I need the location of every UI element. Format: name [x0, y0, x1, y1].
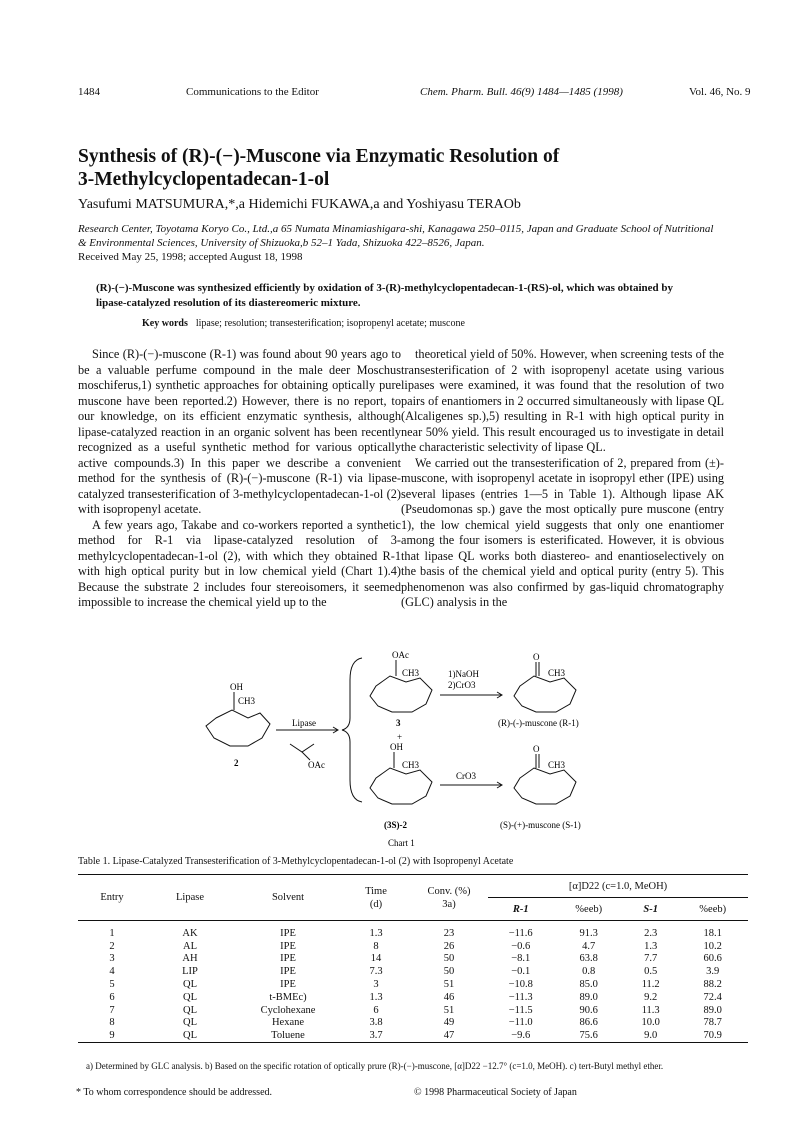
table-cell: 0.5 [644, 966, 658, 978]
label-ch3-c: CH3 [548, 668, 566, 678]
table-cell: IPE [280, 966, 296, 978]
table-cell: −11.3 [508, 991, 533, 1003]
table-cell: 1.3 [369, 991, 383, 1003]
label-oac-b: OAc [392, 650, 409, 660]
table-cell: 9.0 [644, 1030, 658, 1042]
table-cell: 78.7 [703, 1017, 722, 1029]
table-cell: −8.1 [511, 953, 531, 965]
table-cell: 7.3 [369, 966, 383, 978]
table-cell: IPE [280, 940, 296, 952]
table-cell: 14 [370, 953, 382, 965]
col-conv [410, 875, 488, 921]
table-cell: 0.8 [582, 966, 596, 978]
correspondence-note: * To whom correspondence should be addressed. [76, 1087, 273, 1098]
col-entry: Entry [100, 892, 124, 903]
body-column-right [401, 347, 724, 611]
table-cell: IPE [280, 953, 296, 965]
table-cell: −11.6 [508, 927, 533, 939]
table-cell: IPE [280, 927, 296, 939]
conv-label: Conv. (%) [427, 885, 471, 897]
table-cell: AH [182, 953, 198, 965]
table-cell: 11.3 [641, 1004, 660, 1016]
label-ch3-e: CH3 [548, 760, 566, 770]
table-cell: 72.4 [703, 991, 722, 1003]
conv-sub: 3a) [442, 898, 456, 910]
table-cell: 9.2 [644, 991, 658, 1003]
table-cell: 75.6 [579, 1030, 598, 1042]
volume-issue: Vol. 46, No. 9 [689, 86, 751, 98]
table-cell: t-BMEc) [269, 991, 307, 1003]
label-compound-3: 3 [396, 718, 401, 728]
table-cell: QL [183, 991, 197, 1003]
table-cell: 3.9 [706, 966, 720, 978]
table-cell: 91.3 [579, 927, 598, 939]
table-cell: 47 [443, 1030, 455, 1042]
table-cell: 1 [109, 927, 115, 939]
label-3s-2: (3S)-2 [384, 820, 407, 830]
col-rotation: [α]D22 (c=1.0, MeOH) [488, 875, 748, 898]
table-cell: −0.1 [511, 966, 531, 978]
table-cell: 5 [109, 979, 115, 991]
title-line-2: 3-Methylcyclopentadecan-1-ol [78, 169, 330, 190]
data-table [78, 874, 748, 1043]
col-lipase: Lipase [176, 892, 204, 903]
col-time [342, 875, 410, 921]
table-cell: 50 [443, 953, 455, 965]
table-row [78, 965, 748, 978]
table-cell: 49 [443, 1017, 455, 1029]
table-cell: 4 [109, 966, 115, 978]
col-solvent: Solvent [271, 892, 305, 903]
table-cell: −11.5 [508, 1004, 533, 1016]
title-line-1: Synthesis of (R)-(−)-Muscone via Enzymatic Resolution of [78, 146, 560, 167]
table-cell: 23 [443, 927, 455, 939]
section-name: Communications to the Editor [186, 86, 319, 98]
table-row [78, 1029, 748, 1042]
copyright: © 1998 Pharmaceutical Society of Japan [414, 1087, 577, 1098]
reaction-scheme [190, 620, 610, 850]
label-oh-b: OH [390, 742, 403, 752]
table-cell: Cyclohexane [260, 1004, 316, 1016]
table-cell: 26 [443, 940, 455, 952]
table-cell: QL [183, 1030, 197, 1042]
table-cell: 7 [109, 1004, 115, 1016]
keywords-text: lipase; resolution; transesterification; isopropenyl acetate; muscone [195, 318, 465, 329]
time-label: Time [365, 885, 387, 897]
table-cell: 2.3 [644, 927, 658, 939]
paragraph-experiments: We carried out the transesterification of 2, prepared from (±)-muscone, with isopropenyl acetate in isopropyl ether (IPE) using several lipases (entries 1—5 in Table 1). Although lipase AK (Pseudomonas sp.) gave the most optically pure muscone (entry 1), the low chemical yield suggests that only one enantiomer among the four isomers is esterificated. However, it is obvious that lipase QL works both diastereo- and enantioselectively on the basis of the chemical yield and optical purity (entry 5). This phenomenon was also confirmed by gas-liquid chromatography (GLC) analysis in the [401, 455, 724, 609]
table-cell: 63.8 [579, 953, 598, 965]
table-cell: 4.7 [582, 940, 596, 952]
table-cell: 6 [109, 991, 115, 1003]
label-naoh: 1)NaOH [448, 669, 479, 679]
macrocycle-2 [206, 710, 270, 746]
label-plus: + [397, 732, 403, 742]
table-cell: 1.3 [369, 927, 383, 939]
table-cell: 8 [373, 940, 379, 952]
keywords-line [142, 318, 465, 329]
table-cell: Hexane [271, 1017, 305, 1029]
label-o-a: O [533, 652, 540, 662]
author-list: Yasufumi MATSUMURA,*,a Hidemichi FUKAWA,a and Yoshiyasu TERAOb [78, 197, 521, 212]
table-cell: −0.6 [511, 940, 531, 952]
label-cro3-a: 2)CrO3 [448, 680, 476, 690]
label-oh: OH [230, 682, 243, 692]
table-cell: 3.7 [369, 1030, 383, 1042]
table-cell: AL [183, 940, 197, 952]
table-cell: 88.2 [703, 979, 722, 991]
macrocycle-r1 [514, 676, 576, 712]
received-dates: Received May 25, 1998; accepted August 18, 1998 [78, 251, 303, 263]
table-cell: 85.0 [579, 979, 598, 991]
macrocycle-3s2 [370, 768, 432, 804]
table-cell: LIP [182, 966, 198, 978]
col-s1: S-1 [643, 903, 658, 915]
macrocycle-s1 [514, 768, 576, 804]
table-cell: 10.2 [703, 940, 722, 952]
table-cell: 3 [109, 953, 115, 965]
table-cell: 3 [373, 979, 379, 991]
journal-citation: Chem. Pharm. Bull. 46(9) 1484—1485 (1998) [420, 86, 623, 98]
paragraph-background: A few years ago, Takabe and co-workers reported a synthetic method for R-1 via lipase-catalyzed resolution of 3-methylcyclopentadecan-1-ol (2), with which they obtained R-1 with high optical purity but in low chemical yield (Chart 1).4) Because the substrate 2 includes four stereoisomers, it seemed impossible to increase the chemical yield up to the [78, 517, 401, 609]
table-cell: −9.6 [511, 1030, 531, 1042]
table-caption: Table 1. Lipase-Catalyzed Transesterification of 3-Methylcyclopentadecan-1-ol (2) with Isopropenyl Acetate [78, 856, 514, 867]
table-row [78, 978, 748, 991]
col-r1: R-1 [512, 903, 529, 915]
table-row [78, 953, 748, 966]
time-unit: (d) [369, 898, 383, 910]
table-cell: 89.0 [703, 1004, 722, 1016]
table-row [78, 940, 748, 953]
col-ee-r1: %eeb) [575, 903, 603, 915]
table-cell: 7.7 [644, 953, 658, 965]
table-cell: 46 [443, 991, 455, 1003]
page-number: 1484 [78, 86, 100, 98]
table-cell: 2 [109, 940, 115, 952]
table-cell: 6 [373, 1004, 379, 1016]
table-cell: 8 [109, 1017, 115, 1029]
table-footnotes: a) Determined by GLC analysis. b) Based on the specific rotation of optically prure (R)-(−)-muscone, [α]D22 −12.7° (c=1.0, MeOH). c) tert-Butyl methyl ether. [86, 1061, 664, 1071]
table-cell: 1.3 [644, 940, 658, 952]
label-oac-a: OAc [308, 760, 325, 770]
label-compound-2: 2 [234, 758, 239, 768]
table-cell: 50 [443, 966, 455, 978]
table-cell: AK [182, 927, 198, 939]
col-ee-s1: %eeb) [699, 903, 727, 915]
label-cro3-b: CrO3 [456, 771, 476, 781]
label-ch3-d: CH3 [402, 760, 420, 770]
keywords-label: Key words [142, 318, 188, 329]
paragraph-intro: Since (R)-(−)-muscone (R-1) was found about 90 years ago to be a valuable perfume compound in the male deer Moschus moschiferus,1) synthetic approaches for obtaining optically pure muscone have been reported.2) However, there is no report, to our knowledge, on its efficient enzymatic synthesis, although lipase-catalyzed reaction in an organic solvent has been recently recognized as a useful synthetic method for various optically active compounds.3) In this paper we describe a convenient method for the synthesis of (R)-(−)-muscone (R-1) via lipase-catalyzed transesterification of 3-methylcyclopentadecan-1-ol (2) with isopropenyl acetate. [78, 347, 401, 516]
table-cell: −11.0 [508, 1017, 533, 1029]
table-cell: 86.6 [579, 1017, 598, 1029]
table-cell: IPE [280, 979, 296, 991]
label-s-muscone: (S)-(+)-muscone (S-1) [500, 820, 581, 830]
article-title [78, 145, 718, 191]
body-column-left [78, 347, 401, 611]
label-o-b: O [533, 744, 540, 754]
table-cell: 9 [109, 1030, 115, 1042]
label-r-muscone: (R)-(-)-muscone (R-1) [498, 718, 579, 728]
label-lipase: Lipase [292, 718, 316, 728]
table-cell: Toluene [271, 1030, 305, 1042]
abstract: (R)-(−)-Muscone was synthesized efficiently by oxidation of 3-(R)-methylcyclopentadecan-1-(RS)-ol, which was obtained by lipase-catalyzed resolution of its diastereomeric mixture. [96, 282, 674, 309]
table-cell: −10.8 [508, 979, 533, 991]
table-cell: QL [183, 1004, 197, 1016]
label-ch3-b: CH3 [402, 668, 420, 678]
affiliations: Research Center, Toyotama Koryo Co., Ltd.,a 65 Numata Minamiashigara-shi, Kanagawa 250–0115, Japan and Graduate School of Nutritional & Environmental Sciences, University of Shizuoka,b 52–1 Yada, Shizuoka 422–8526, Japan. [78, 223, 714, 249]
table-cell: 18.1 [703, 927, 722, 939]
macrocycle-3 [370, 676, 432, 712]
table-cell: 11.2 [641, 979, 660, 991]
label-ch3-a: CH3 [238, 696, 256, 706]
table-row [78, 991, 748, 1004]
table-row [78, 921, 748, 940]
table-cell: 70.9 [703, 1030, 722, 1042]
table-cell: 3.8 [369, 1017, 383, 1029]
paragraph-selectivity: theoretical yield of 50%. However, when screening tests of the transesterification of 2 with isopropenyl acetate using various lipases were examined, it was found that the resolution of two pairs of enantiomers in 2 occurred simultaneously with lipase QL (Alcaligenes sp.),5) resulting in R-1 with high optical purity in near 50% yield. This result encouraged us to investigate in detail the characteristic selectivity of lipase QL. [401, 347, 724, 454]
table-cell: QL [183, 1017, 197, 1029]
table-cell: 10.0 [641, 1017, 660, 1029]
table-row [78, 1017, 748, 1030]
table-row [78, 1004, 748, 1017]
chart-caption: Chart 1 [388, 838, 415, 848]
table-cell: 60.6 [703, 953, 722, 965]
table-cell: 89.0 [579, 991, 598, 1003]
table-cell: 51 [443, 1004, 455, 1016]
table-cell: 90.6 [579, 1004, 598, 1016]
table-cell: 51 [443, 979, 455, 991]
table-cell: QL [183, 979, 197, 991]
